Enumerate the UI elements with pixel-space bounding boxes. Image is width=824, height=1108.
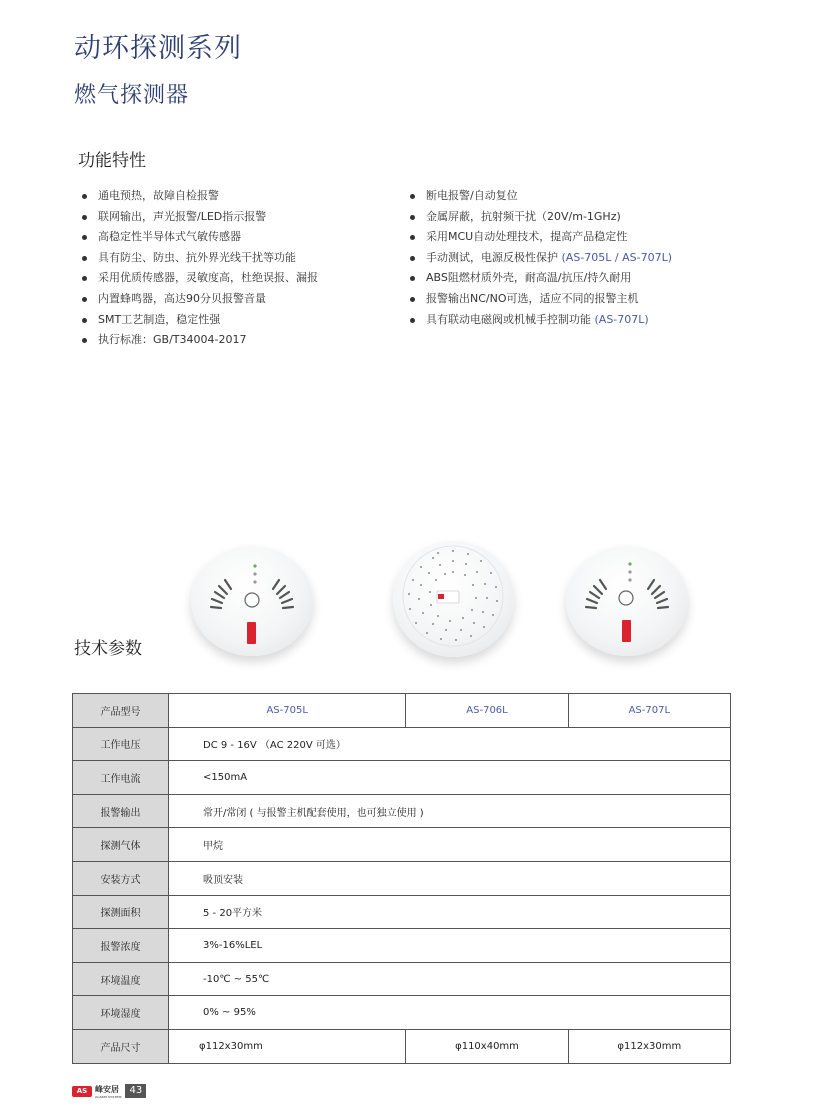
row-value: DC 9 - 16V （AC 220V 可选） — [169, 727, 731, 761]
brand-subtitle: ALARM SYSTEM — [95, 1094, 122, 1099]
features-title: 功能特性 — [78, 151, 146, 171]
product-image-as-706l — [393, 541, 514, 657]
feature-text: 采用MCU自动处理技术，提高产品稳定性 — [426, 230, 628, 244]
series-title: 动环探测系列 — [74, 33, 242, 64]
feature-item — [410, 310, 710, 331]
row-value: -10℃ ~ 55℃ — [169, 962, 731, 996]
page-number: 43 — [125, 1084, 146, 1098]
feature-item — [410, 186, 710, 207]
feature-item — [410, 207, 710, 228]
feature-item: 内置蜂鸣器，高达90分贝报警音量 — [82, 289, 382, 310]
row-label: 报警输出 — [73, 794, 169, 828]
feature-item — [410, 248, 710, 269]
row-value: 吸顶安装 — [169, 861, 731, 895]
row-value: 5 - 20平方米 — [169, 895, 731, 929]
table-row — [73, 828, 731, 862]
feature-model-note: (AS-707L) — [594, 312, 649, 326]
feature-item: 执行标准：GB/T34004-2017 — [82, 330, 382, 351]
size-cell: φ112x30mm — [169, 1029, 406, 1063]
row-label: 产品型号 — [73, 694, 169, 728]
specs-title: 技术参数 — [74, 639, 142, 659]
feature-text: 具有联动电磁阀或机械手控制功能 — [426, 312, 591, 326]
feature-item: 具有防尘、防虫、抗外界光线干扰等功能 — [82, 248, 382, 269]
spec-table — [72, 693, 731, 1064]
detector-illustration — [191, 546, 313, 656]
table-row — [73, 861, 731, 895]
feature-item — [410, 227, 710, 248]
feature-text: ABS阻燃材质外壳，耐高温/抗压/持久耐用 — [426, 271, 632, 285]
row-label: 工作电压 — [73, 727, 169, 761]
table-row — [73, 1029, 731, 1063]
detector-illustration — [566, 546, 688, 656]
row-label: 环境温度 — [73, 962, 169, 996]
row-label: 工作电流 — [73, 761, 169, 795]
feature-item: 采用优质传感器，灵敏度高，杜绝误报、漏报 — [82, 268, 382, 289]
table-row — [73, 996, 731, 1030]
feature-text: 手动测试，电源反极性保护 — [426, 250, 558, 264]
row-label: 探测面积 — [73, 895, 169, 929]
feature-text: 断电报警/自动复位 — [426, 189, 518, 202]
feature-item: 通电预热，故障自检报警 — [82, 186, 382, 207]
table-row — [73, 761, 731, 795]
feature-list-right — [410, 186, 710, 330]
size-cell: φ112x30mm — [568, 1029, 730, 1063]
product-title: 燃气探测器 — [74, 83, 190, 108]
row-value: 甲烷 — [169, 828, 731, 862]
row-value: 常开/常闭 ( 与报警主机配套使用，也可独立使用 ) — [169, 794, 731, 828]
table-row — [73, 895, 731, 929]
feature-item: 高稳定性半导体式气敏传感器 — [82, 227, 382, 248]
table-row — [73, 929, 731, 963]
table-row — [73, 962, 731, 996]
feature-item: 联网输出，声光报警/LED指示报警 — [82, 207, 382, 228]
model-cell: AS-706L — [406, 694, 568, 728]
row-label: 环境湿度 — [73, 996, 169, 1030]
feature-item — [410, 268, 710, 289]
feature-text: 金属屏蔽，抗射频干扰（20V/m-1GHz) — [426, 209, 621, 223]
product-image-as-707l — [566, 546, 688, 656]
product-image-as-705l — [191, 546, 313, 656]
row-label: 产品尺寸 — [73, 1029, 169, 1063]
size-cell: φ110x40mm — [406, 1029, 568, 1063]
feature-text: 报警输出NC/NO可选，适应不同的报警主机 — [426, 291, 639, 305]
feature-item: SMT工艺制造，稳定性强 — [82, 310, 382, 331]
feature-list-left — [82, 186, 382, 351]
detector-illustration — [393, 541, 514, 657]
table-row — [73, 794, 731, 828]
brand-name-text: 峰安居 — [95, 1084, 119, 1094]
row-value: <150mA — [169, 761, 731, 795]
row-label: 报警浓度 — [73, 929, 169, 963]
table-row — [73, 727, 731, 761]
brand-logo: AS — [72, 1086, 92, 1097]
model-cell: AS-705L — [169, 694, 406, 728]
model-cell: AS-707L — [568, 694, 730, 728]
row-value: 0% ~ 95% — [169, 996, 731, 1030]
row-label: 探测气体 — [73, 828, 169, 862]
brand-name — [95, 1084, 121, 1099]
feature-item — [410, 289, 710, 310]
row-label: 安装方式 — [73, 861, 169, 895]
page-footer — [72, 1084, 146, 1098]
row-value: 3%-16%LEL — [169, 929, 731, 963]
feature-model-note: (AS-705L / AS-707L) — [561, 250, 672, 264]
table-row — [73, 694, 731, 728]
